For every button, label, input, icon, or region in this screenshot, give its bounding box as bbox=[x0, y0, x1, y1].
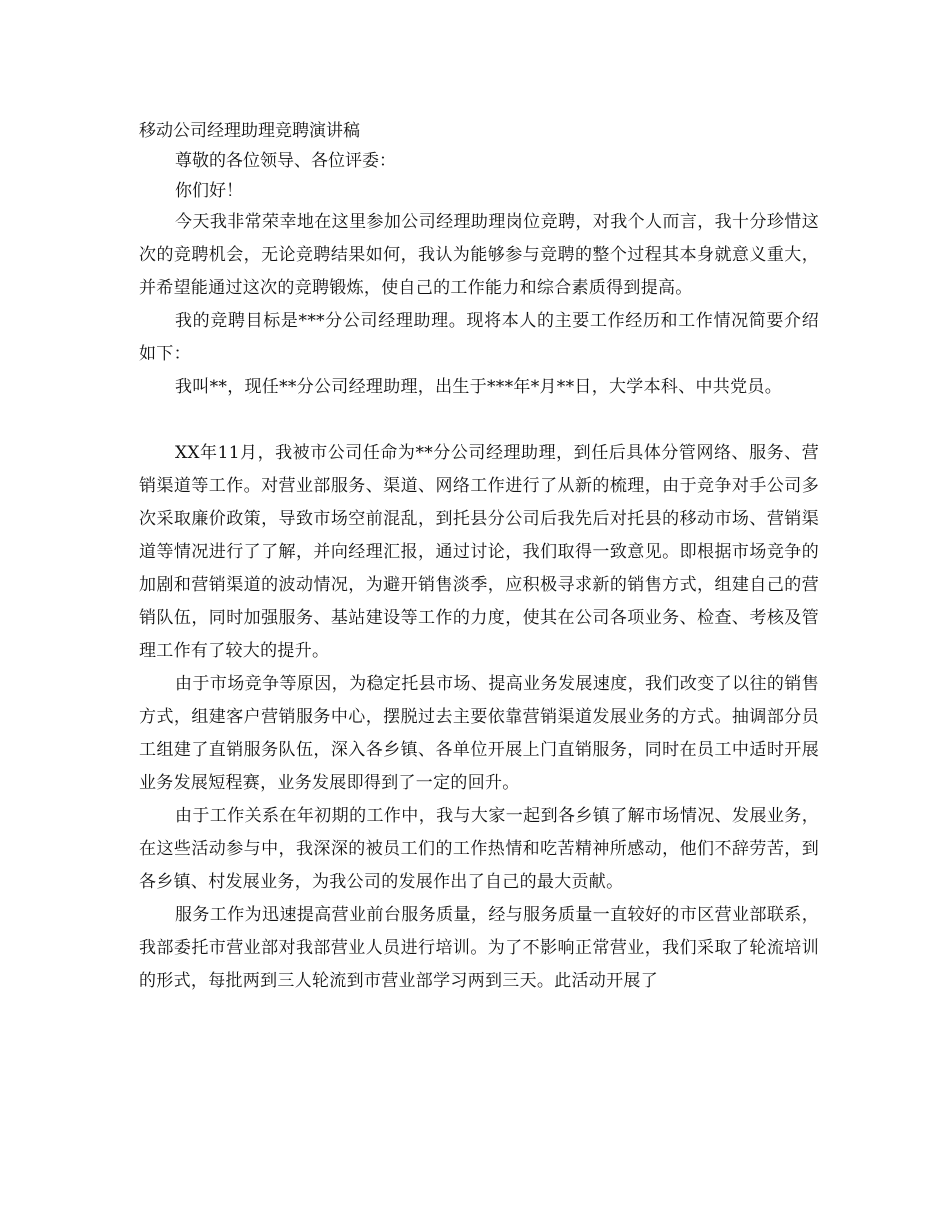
paragraph-field-work: 由于工作关系在年初期的工作中，我与大家一起到各乡镇了解市场情况、发展业务，在这些活动参与中，我深深的被员工们的工作热情和吃苦精神所感动，他们不辞劳苦，到各乡镇、村发展业务，为我公司的发展作出了自己的最大贡献。 bbox=[139, 806, 819, 892]
paragraph-service-training: 服务工作为迅速提高营业前台服务质量，经与服务质量一直较好的市区营业部联系，我部委托市营业部对我部营业人员进行培训。为了不影响正常营业，我们采取了轮流培训的形式，每批两到三人轮流到市营业部学习两到三天。此活动开展了 bbox=[139, 905, 819, 991]
document-page bbox=[139, 116, 819, 998]
paragraph-goal: 我的竞聘目标是***分公司经理助理。现将本人的主要工作经历和工作情况简要介绍如下： bbox=[139, 311, 819, 364]
paragraph-sales-reform: 由于市场竞争等原因，为稳定托县市场、提高业务发展速度，我们改变了以往的销售方式，组建客户营销服务中心，摆脱过去主要依靠营销渠道发展业务的方式。抽调部分员工组建了直销服务队伍，深入各乡镇、各单位开展上门直销服务，同时在员工中适时开展业务发展短程赛，业务发展即得到了一定的回升。 bbox=[139, 674, 819, 793]
paragraph-gap bbox=[139, 404, 819, 437]
greeting: 你们好！ bbox=[175, 181, 243, 201]
paragraph-self-intro: 我叫**，现任**分公司经理助理，出生于***年*月**日，大学本科、中共党员。 bbox=[175, 377, 782, 397]
document-title: 移动公司经理助理竞聘演讲稿 bbox=[139, 121, 360, 141]
paragraph-intro: 今天我非常荣幸地在这里参加公司经理助理岗位竞聘，对我个人而言，我十分珍惜这次的竞聘机会，无论竞聘结果如何，我认为能够参与竞聘的整个过程其本身就意义重大，并希望能通过这次的竞聘锻炼，使自己的工作能力和综合素质得到提高。 bbox=[139, 212, 819, 298]
salutation: 尊敬的各位领导、各位评委： bbox=[175, 151, 396, 171]
paragraph-appointment: XX年11月，我被市公司任命为**分公司经理助理，到任后具体分管网络、服务、营销渠道等工作。对营业部服务、渠道、网络工作进行了从新的梳理，由于竞争对手公司多次采取廉价政策，导致市场空前混乱，到托县分公司后我先后对托县的移动市场、营销渠道等情况进行了了解，并向经理汇报，通过讨论，我们取得一致意见。即根据市场竞争的加剧和营销渠道的波动情况，为避开销售淡季，应积极寻求新的销售方式，组建自己的营销队伍，同时加强服务、基站建设等工作的力度，使其在公司各项业务、检查、考核及管理工作有了较大的提升。 bbox=[139, 443, 819, 661]
